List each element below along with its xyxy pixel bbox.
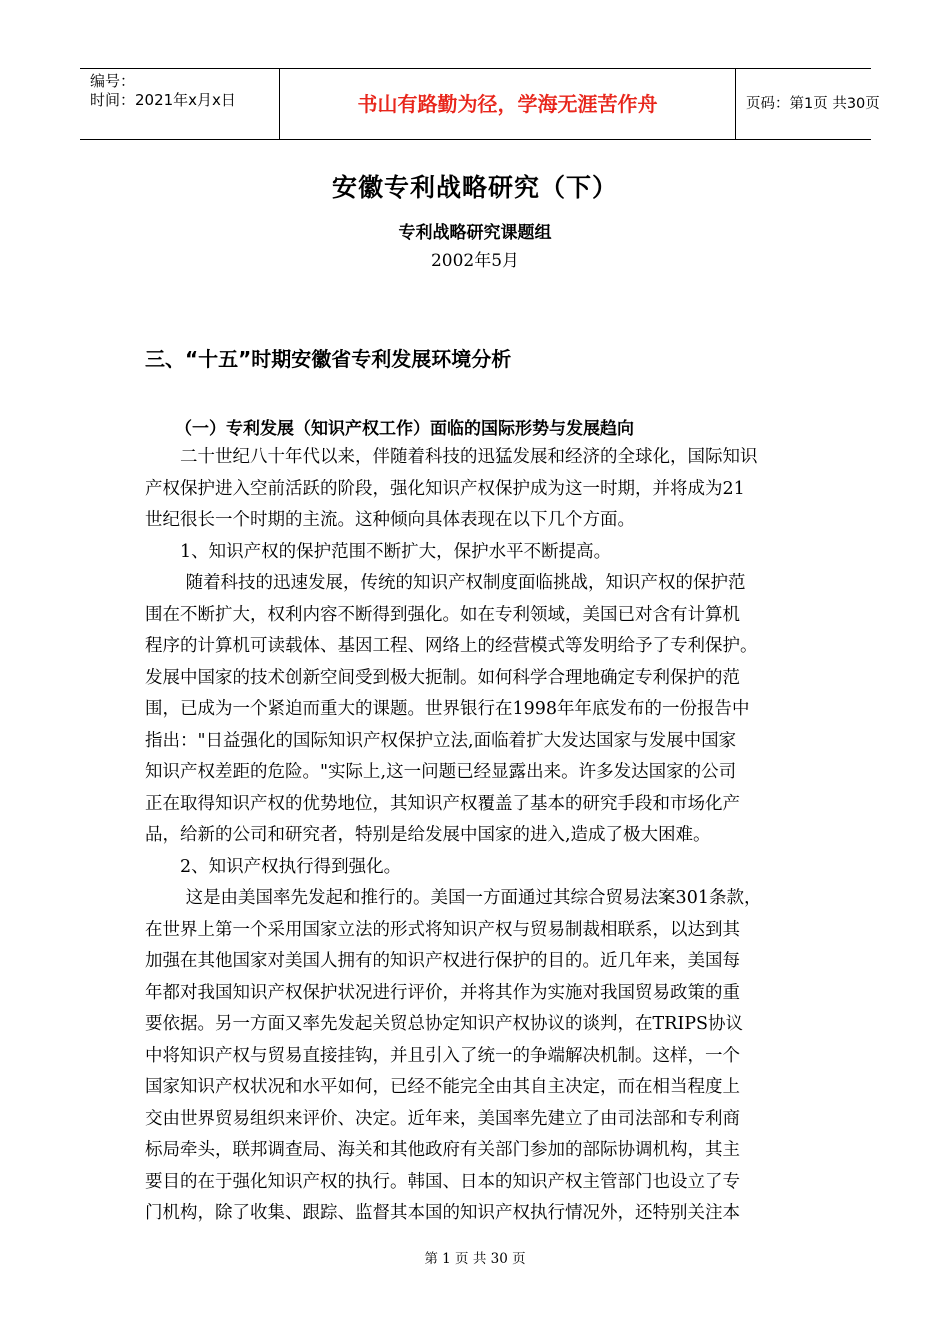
page-info: 页码：第1页 共30页 xyxy=(746,96,880,112)
body-line: 中将知识产权与贸易直接挂钩，并且引入了统一的争端解决机制。这样，一个 xyxy=(145,1045,740,1066)
body-line: 随着科技的迅速发展，传统的知识产权制度面临挑战，知识产权的保护范 xyxy=(145,573,746,593)
body-line: 二十世纪八十年代以来，伴随着科技的迅猛发展和经济的全球化，国际知识 xyxy=(145,447,758,467)
subsection-heading: （一）专利发展（知识产权工作）面临的国际形势与发展趋向 xyxy=(175,419,634,439)
body-line: 围在不断扩大，权利内容不断得到强化。如在专利领域，美国已对含有计算机 xyxy=(145,604,740,625)
body-line: 品，给新的公司和研究者，特别是给发展中国家的进入,造成了极大困难。 xyxy=(145,825,711,845)
body-line: 世纪很长一个时期的主流。这种倾向具体表现在以下几个方面。 xyxy=(145,510,635,530)
body-text xyxy=(145,442,810,1230)
body-line: 在世界上第一个采用国家立法的形式将知识产权与贸易制裁相联系，以达到其 xyxy=(145,919,740,940)
date-label: 时间：2021年x月x日 xyxy=(90,91,236,109)
body-line: 1、知识产权的保护范围不断扩大，保护水平不断提高。 xyxy=(145,541,612,562)
header-table xyxy=(80,68,880,140)
body-line: 产权保护进入空前活跃的阶段，强化知识产权保护成为这一时期，并将成为21 xyxy=(145,478,745,499)
body-line: 加强在其他国家对美国人拥有的知识产权进行保护的目的。近几年来，美国每 xyxy=(145,951,740,971)
document-date: 2002年5月 xyxy=(430,251,520,271)
document-title: 安徽专利战略研究（下） xyxy=(331,173,618,202)
body-line: 2、知识产权执行得到强化。 xyxy=(145,856,402,877)
body-line: 发展中国家的技术创新空间受到极大扼制。如何科学合理地确定专利保护的范 xyxy=(145,667,740,688)
header-meta-cell xyxy=(80,69,280,139)
body-line: 标局牵头，联邦调查局、海关和其他政府有关部门参加的部际协调机构，其主 xyxy=(145,1140,740,1160)
document-subtitle: 专利战略研究课题组 xyxy=(398,223,552,243)
motto: 书山有路勤为径，学海无涯苦作舟 xyxy=(280,69,736,139)
body-line: 要目的在于强化知识产权的执行。韩国、日本的知识产权主管部门也设立了专 xyxy=(145,1171,740,1192)
section-heading: 三、“十五”时期安徽省专利发展环境分析 xyxy=(145,347,512,371)
body-line: 交由世界贸易组织来评价、决定。近年来，美国率先建立了由司法部和专利商 xyxy=(145,1108,740,1129)
body-line: 国家知识产权状况和水平如何，已经不能完全由其自主决定，而在相当程度上 xyxy=(145,1077,740,1097)
body-line: 知识产权差距的危险。"实际上,这一问题已经显露出来。许多发达国家的公司 xyxy=(145,762,737,782)
body-line: 年都对我国知识产权保护状况进行评价，并将其作为实施对我国贸易政策的重 xyxy=(145,982,740,1003)
body-line: 正在取得知识产权的优势地位，其知识产权覆盖了基本的研究手段和市场化产 xyxy=(145,793,740,814)
body-line: 门机构，除了收集、跟踪、监督其本国的知识产权执行情况外，还特别关注本 xyxy=(145,1203,740,1223)
body-line: 围，已成为一个紧迫而重大的课题。世界银行在1998年年底发布的一份报告中 xyxy=(145,699,750,719)
page-footer: 第 1 页 共 30 页 xyxy=(424,1251,526,1267)
number-label: 编号： xyxy=(90,72,136,90)
body-line: 指出："日益强化的国际知识产权保护立法,面临着扩大发达国家与发展中国家 xyxy=(145,730,737,751)
body-line: 程序的计算机可读载体、基因工程、网络上的经营模式等发明给予了专利保护。 xyxy=(145,636,758,656)
body-line: 要依据。另一方面又率先发起关贸总协定知识产权协议的谈判，在TRIPS协议 xyxy=(145,1014,744,1034)
body-line: 这是由美国率先发起和推行的。美国一方面通过其综合贸易法案301条款， xyxy=(145,888,762,908)
